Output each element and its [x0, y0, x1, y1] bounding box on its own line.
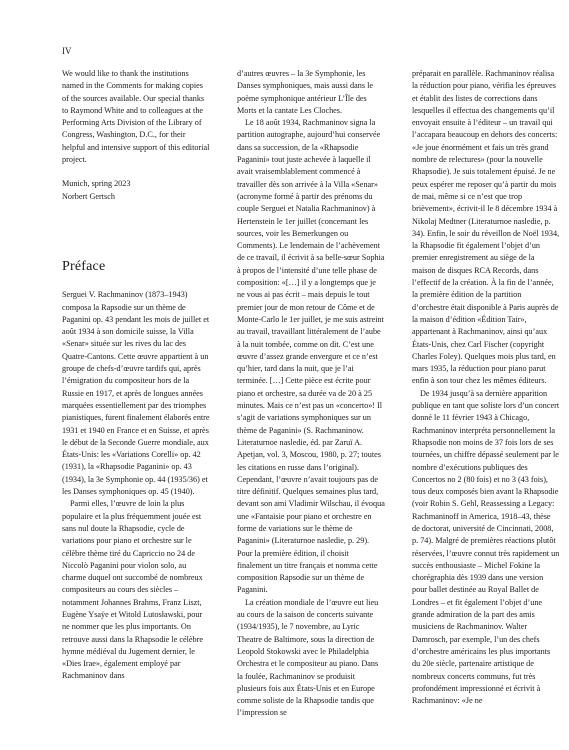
acknowledgment-text: We would like to thank the institutions named in the Comments for making copies of the sources available. Our special thanks to Raymond White and to colleagues at the Performing Arts Division of the Library of Congress, Washington, D.C., for their helpful and intensive support of this editorial project.: [62, 69, 210, 165]
paragraph: La création mondiale de l’œuvre eut lieu au cours de la saison de concerts suivante (1934/1935), le 7 novembre, au Lyric Theatre de Baltimore, sous la direction de Leopold Stokowski avec le Philadelphia Orchestra et le compositeur au piano. Dans la foulée, Rachmaninov se produisit plusieurs fois aux États-Unis et en Europe comme soliste de la Rhapsodie tandis que l’impression se: [237, 597, 379, 718]
paragraph: Le 18 août 1934, Rachmaninov signa la partition autographe, aujourd’hui conservée dans sa succession, de la «Rhapsodie Paganini» tout juste achevée à laquelle il avait vraisemblablement commencé à travailler dès son arrivée à la Villa «Senar» (acronyme formé à partir des prénoms du couple Serguei et Natalia Rachmaninov) à Hertenstein le 1er juillet (concernant les sources, voir les Bemerkungen ou Comments). Le lendemain de l’achèvement de ce travail, il écrivit à sa belle-sœur Sophia à propos de l’intensité d’une telle phase de composition: «[…] il y a longtemps que je ne vous ai pas écrit – mais depuis le tout premier jour de mon retour de Côme et de Monte-Carlo le 1er juillet, je me suis astreint au travail, travaillant littéralement de l’aube à la nuit tombée, comme on dit. C’est une œuvre d’assez grande envergure et ce n’est qu’hier, tard dans la nuit, que je l’ai terminée. […] Cette pièce est écrite pour piano et orchestre, sa durée va de 20 à 25 minutes. Mais ce n’est pas un «concerto»! Il s’agit de variations symphoniques sur un thème de Paganini» (S. Rachmaninow. Literaturnoe nasledie, éd. par Zaruï A. Apetjan, vol. 3, Moscou, 1980, p. 27; toutes les citations en russe dans l’original). Cependant, l’œuvre n’avait toujours pas de titre définitif. Quelques semaines plus tard, devant son ami Vladimir Wilschau, il évoqua une «Fantaisie pour piano et orchestre en forme de variations sur le thème de Paganini» (Literaturnoe nasledie, p. 29). Pour la première édition, il choisit finalement un titre français et nomma cette composition Rapsodie sur un thème de Paganini.: [237, 118, 385, 595]
preface-body-middle: [237, 68, 385, 720]
page-number: IV: [62, 46, 72, 56]
paragraph: Parmi elles, l’œuvre de loin la plus populaire et la plus fréquemment jouée est sans nul doute la Rhapsodie, cycle de variations pour piano et orchestre sur le célèbre thème tiré du Capriccio no 24 de Niccolò Paganini pour violon solo, au charme duquel ont succombé de nombreux compositeurs au cours des siècles – notamment Johannes Brahms, Franz Liszt, Eugène Ysaÿe et Witold Lutosławski, pour ne nommer que les plus importants. On retrouve aussi dans la Rhapsodie le célèbre hymne médiéval du Jugement dernier, le «Dies Irae», également employé par Rachmaninov dans: [62, 499, 203, 681]
paragraph: Serguei V. Rachmaninov (1873–1943) composa la Rapsodie sur un thème de Paganini op. 43 pendant les mois de juillet et août 1934 à son domicile suisse, la Villa «Senar» située sur les rives du lac des Quatre-Cantons. Cette œuvre appartient à un groupe de chefs-d’œuvre tardifs qui, après l’émigration du compositeur hors de la Russie en 1917, et après de longues années marquées essentiellement par des triomphes pianistiques, furent finalement élaborés entre 1931 et 1940 en France et en Suisse, et après le début de la Seconde Guerre mondiale, aux États-Unis: les «Variations Corelli» op. 42 (1931), la «Rhapsodie Paganini» op. 43 (1934), la 3e Symphonie op. 44 (1935/36) et les Danses symphoniques op. 45 (1940).: [62, 290, 210, 497]
paragraph: De 1934 jusqu’à sa dernière apparition publique en tant que soliste lors d’un concert donné le 11 février 1943 à Chicago, Rachmaninov interpréta personnellement la Rhapsodie non moins de 37 fois lors de ses tournées, un chiffre dépassé seulement par le nombre d’exécutions publiques des Concertos no 2 (80 fois) et no 3 (43 fois), tous deux composés bien avant la Rhapsodie (voir Robin S. Gehl, Reassessing a Legacy: Rachmaninoff in America, 1918–43, thèse de doctorat, université de Cincinnati, 2008, p. 74). Malgré de premières réactions plutôt réservées, l’œuvre connut très rapidement un succès enthousiaste – Michel Fokine la chorégraphia dès 1939 dans une version pour ballet destinée au Royal Ballet de Londres – et fit également l’objet d’une grande admiration de la part des amis musiciens de Rachmaninov. Walter Damrosch, par exemple, l’un des chefs d’orchestre américains les plus importants du 20e siècle, partenaire artistique de nombreux concerts communs, fut très profondément impressionné et écrivit à Rachmaninov: «Je ne: [412, 388, 560, 706]
paragraph: préparait en parallèle. Rachmaninov réalisa la réduction pour piano, vérifia les épreuves et établit des listes de corrections dans lesquelles il effectua des changements qu’il envoyait ensuite à l’éditeur – un travail qui l’accapara beaucoup en dehors des concerts: «Je joue énormément et fais un très grand nombre de relectures» (pour la nouvelle Rhapsodie). Je suis totalement épuisé. Je ne peux espérer me reposer qu’à partir du mois de mai, même si ce n’est que trop brièvement», écrivit-il le 8 décembre 1934 à Nikolaj Medtner (Literaturnoe nasledie, p. 34). Enfin, le soir du réveillon de Noël 1934, la Rhapsodie fit également l’objet d’un premier enregistrement au siège de la maison de disques RCA Records, dans l’effectif de la création. À la fin de l’année, la première édition de la partition d’orchestre était disponible à Paris auprès de la maison d’édition «Édition Tair», appartenant à Rachmaninov, ainsi qu’aux États-Unis, chez Carl Fischer (copyright Charles Foley). Quelques mois plus tard, en mars 1935, la réduction pour piano parut enfin à son tour chez les mêmes éditeurs.: [412, 69, 560, 386]
acknowledgment-place-date: Munich, spring 2023: [62, 179, 131, 189]
preface-heading: Préface: [62, 258, 106, 274]
column-middle: [237, 68, 385, 720]
paragraph: d’autres œuvres – la 3e Symphonie, les Danses symphoniques, mais aussi dans le poème symphonique antérieur L’Île des Morts et la cantate Les Cloches.: [237, 69, 373, 115]
acknowledgment-author: Norbert Gertsch: [62, 191, 115, 201]
acknowledgment: [62, 68, 210, 203]
column-left: [62, 68, 210, 683]
preface-body-left: [62, 289, 210, 683]
column-right: [412, 68, 560, 707]
preface-body-right: [412, 68, 560, 707]
